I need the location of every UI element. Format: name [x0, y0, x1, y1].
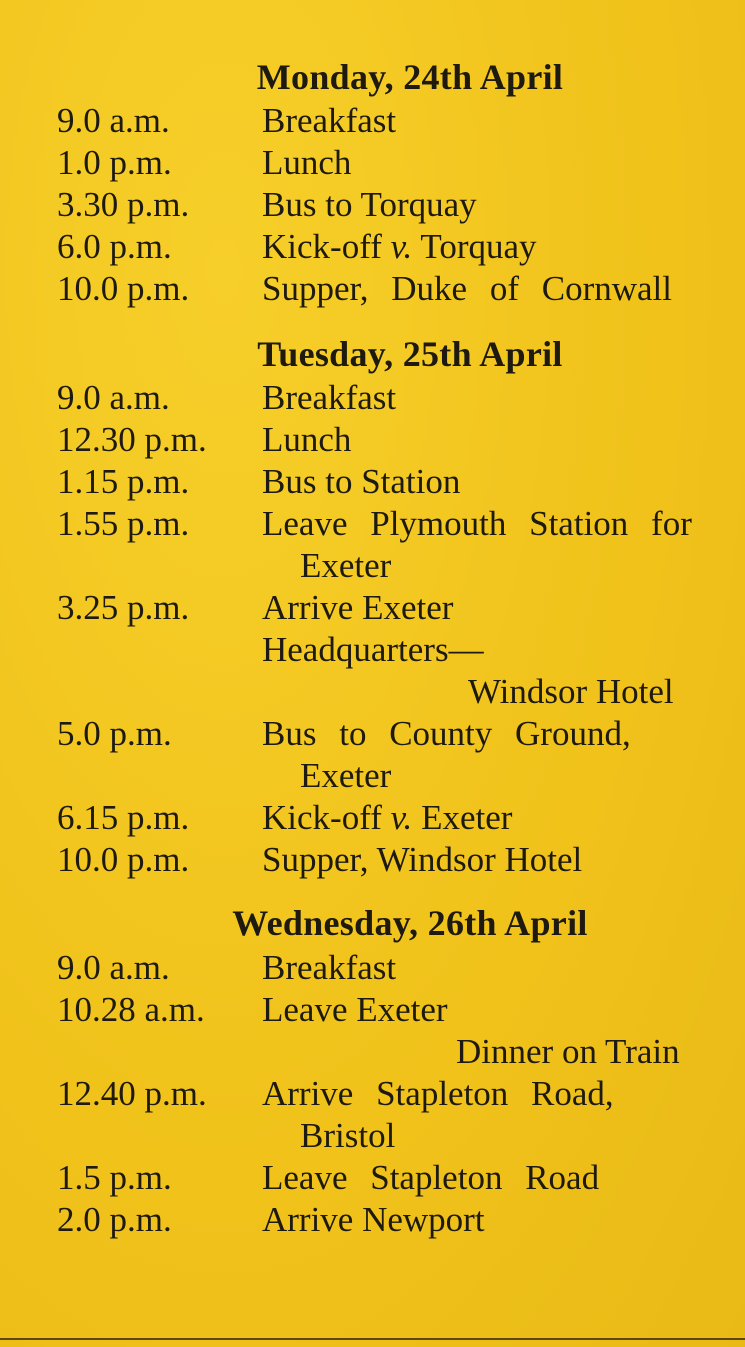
item-event: Leave Exeter: [262, 990, 448, 1029]
list-item: [0, 990, 745, 1032]
list-item: [0, 1074, 745, 1116]
list-item-continuation: [0, 546, 745, 588]
list-item: [0, 227, 745, 269]
item-time: 5.0 p.m.: [57, 714, 172, 753]
item-event: Leave Plymouth Station for: [262, 504, 692, 543]
item-time: 3.25 p.m.: [57, 588, 190, 627]
item-event: Breakfast: [262, 101, 397, 140]
item-time: 3.30 p.m.: [57, 185, 190, 224]
item-time: 1.0 p.m.: [57, 143, 172, 182]
list-item-continuation: [0, 672, 745, 714]
bottom-rule: [0, 1338, 745, 1340]
item-event: Leave Stapleton Road: [262, 1158, 600, 1197]
list-item: [0, 101, 745, 143]
item-time: 9.0 a.m.: [57, 948, 170, 987]
item-time: 1.55 p.m.: [57, 504, 190, 543]
item-time: 6.15 p.m.: [57, 798, 190, 837]
item-time: 12.40 p.m.: [57, 1074, 207, 1113]
item-event: Arrive Stapleton Road,: [262, 1074, 614, 1113]
list-item: [0, 840, 745, 882]
item-time: 9.0 a.m.: [57, 378, 170, 417]
item-event: Kick-off v. Torquay: [262, 227, 537, 266]
list-item: [0, 462, 745, 504]
list-item: [0, 378, 745, 420]
day-title-wednesday: Wednesday, 26th April: [232, 903, 588, 943]
item-time: 1.5 p.m.: [57, 1158, 172, 1197]
item-event-right-line: Dinner on Train: [456, 1032, 680, 1071]
item-time: 2.0 p.m.: [57, 1200, 172, 1239]
item-event: Breakfast: [262, 948, 397, 987]
list-item-continuation: [0, 756, 745, 798]
item-time: 6.0 p.m.: [57, 227, 172, 266]
item-event: Bus to County Ground,: [262, 714, 631, 753]
item-event: Lunch: [262, 420, 352, 459]
item-event-continuation: Exeter: [300, 756, 392, 795]
item-event-continuation: Headquarters—: [262, 630, 484, 669]
item-time: 1.15 p.m.: [57, 462, 190, 501]
day-title-monday: Monday, 24th April: [256, 57, 564, 97]
list-item: [0, 714, 745, 756]
item-time: 10.0 p.m.: [57, 269, 190, 308]
item-event: Supper, Duke of Cornwall: [262, 269, 672, 308]
item-time: 9.0 a.m.: [57, 101, 170, 140]
versus-abbreviation: v.: [390, 227, 413, 266]
item-event: Arrive Newport: [262, 1200, 485, 1239]
item-event-continuation: Exeter: [300, 546, 392, 585]
item-event: Lunch: [262, 143, 352, 182]
versus-abbreviation: v.: [390, 798, 413, 837]
item-event: Bus to Torquay: [262, 185, 477, 224]
item-event-continuation: Bristol: [300, 1116, 396, 1155]
item-event: Breakfast: [262, 378, 397, 417]
item-time: 10.28 a.m.: [57, 990, 205, 1029]
item-time: 10.0 p.m.: [57, 840, 190, 879]
list-item: [0, 504, 745, 546]
list-item-continuation: [0, 630, 745, 672]
item-event: Bus to Station: [262, 462, 461, 501]
item-event: Arrive Exeter: [262, 588, 454, 627]
item-event: Kick-off v. Exeter: [262, 798, 513, 837]
list-item-continuation: [0, 1116, 745, 1158]
list-item: [0, 1158, 745, 1200]
list-item: [0, 588, 745, 630]
list-item: [0, 269, 745, 311]
item-time: 12.30 p.m.: [57, 420, 207, 459]
list-item: [0, 798, 745, 840]
list-item: [0, 143, 745, 185]
item-event-right-line: Windsor Hotel: [468, 672, 674, 711]
list-item: [0, 1200, 745, 1242]
list-item-continuation: [0, 1032, 745, 1074]
list-item: [0, 948, 745, 990]
list-item: [0, 420, 745, 462]
list-item: [0, 185, 745, 227]
day-title-tuesday: Tuesday, 25th April: [257, 334, 563, 374]
item-event: Supper, Windsor Hotel: [262, 840, 583, 879]
